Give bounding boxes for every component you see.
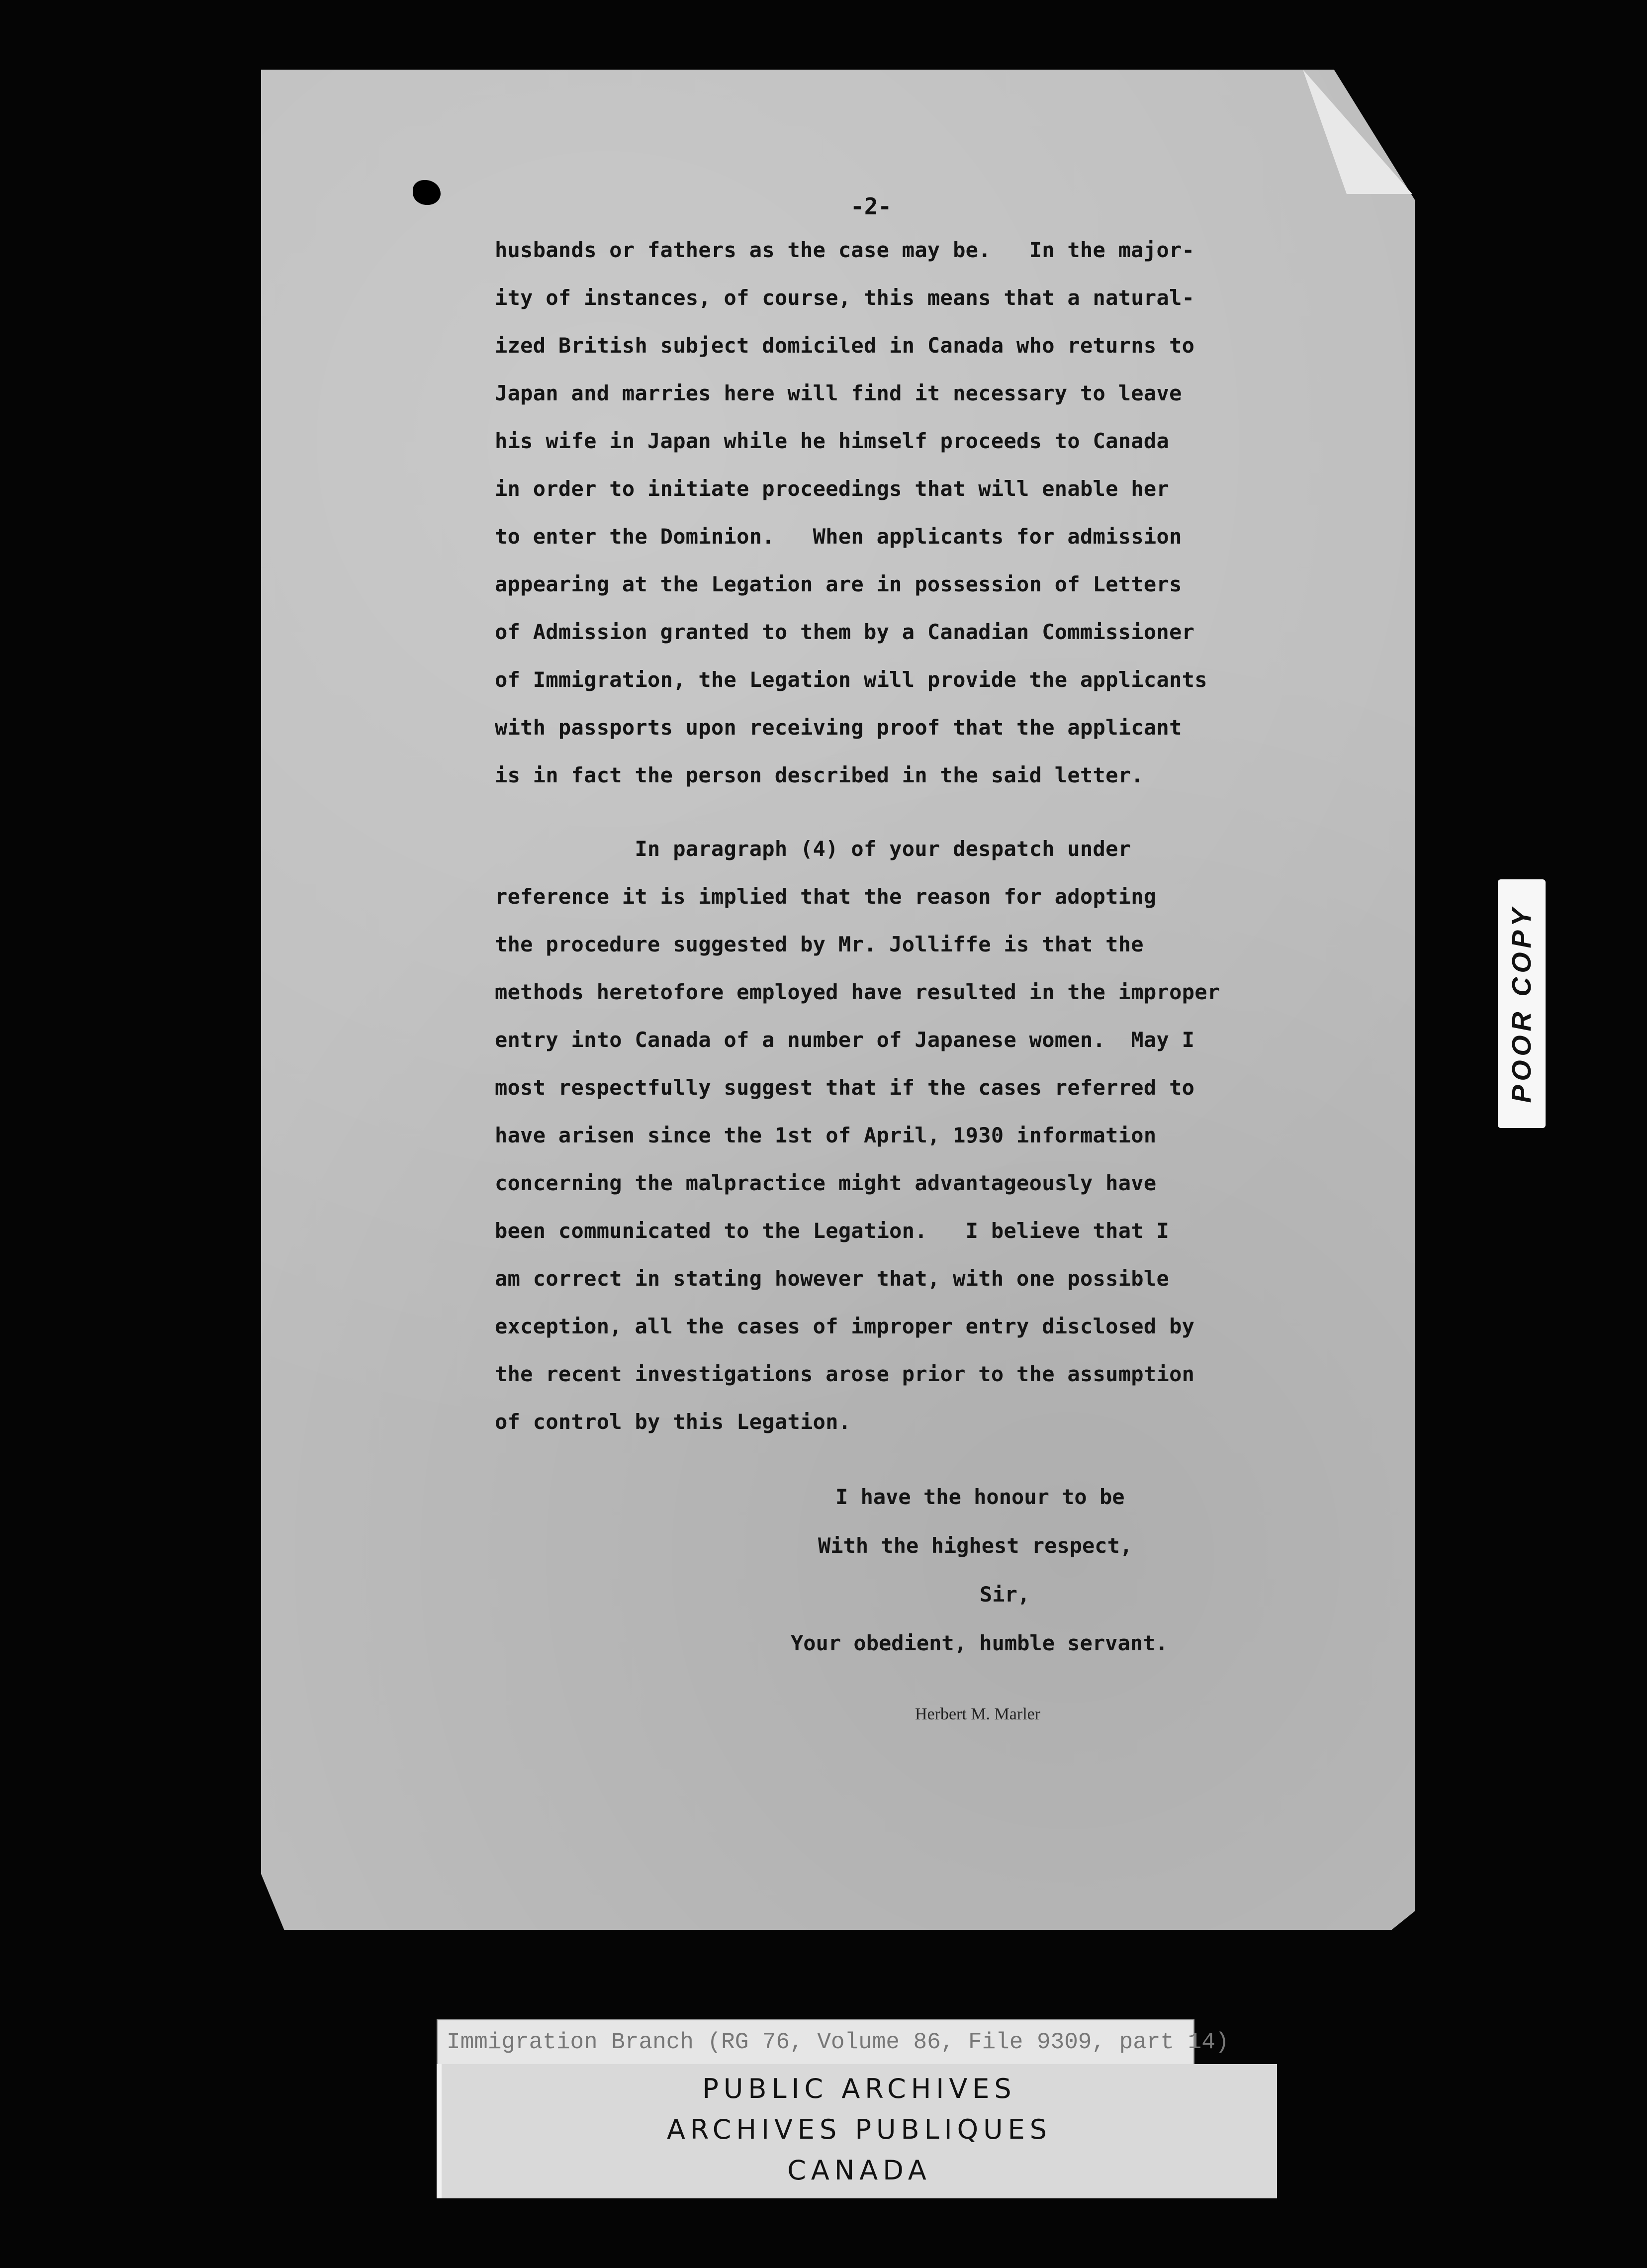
- body-line: In paragraph (4) of your despatch under: [495, 837, 1131, 861]
- body-line: am correct in stating however that, with one possible: [495, 1266, 1170, 1291]
- body-line: the recent investigations arose prior to the assumption: [495, 1362, 1195, 1386]
- body-line: of control by this Legation.: [495, 1410, 851, 1434]
- body-line: concerning the malpractice might advantageously have: [495, 1171, 1157, 1195]
- poor-copy-stamp: [1498, 879, 1546, 1128]
- archive-line: PUBLIC ARCHIVES: [702, 2073, 1016, 2104]
- body-line: appearing at the Legation are in possession of Letters: [495, 572, 1182, 596]
- body-line: ity of instances, of course, this means that a natural-: [495, 285, 1195, 310]
- signature: Herbert M. Marler: [915, 1705, 1041, 1723]
- body-line: in order to initiate proceedings that will enable her: [495, 476, 1170, 501]
- closing-line: With the highest respect,: [818, 1533, 1133, 1558]
- body-line: been communicated to the Legation. I believe that I: [495, 1219, 1170, 1243]
- stamp-text: POOR COPY: [1507, 904, 1537, 1103]
- body-line: ized British subject domiciled in Canada who returns to: [495, 333, 1195, 358]
- body-line: with passports upon receiving proof that the applicant: [495, 715, 1182, 740]
- body-line: of Immigration, the Legation will provide the applicants: [495, 667, 1207, 692]
- archive-line: ARCHIVES PUBLIQUES: [666, 2114, 1052, 2145]
- body-line: to enter the Dominion. When applicants for admission: [495, 524, 1182, 549]
- body-line: have arisen since the 1st of April, 1930 information: [495, 1123, 1157, 1147]
- body-line: his wife in Japan while he himself proceeds to Canada: [495, 429, 1170, 453]
- body-line: methods heretofore employed have resulted in the improper: [495, 980, 1220, 1004]
- body-line: Japan and marries here will find it necessary to leave: [495, 381, 1182, 405]
- body-line: is in fact the person described in the said letter.: [495, 763, 1144, 787]
- body-line: most respectfully suggest that if the cases referred to: [495, 1075, 1195, 1100]
- body-line: of Admission granted to them by a Canadian Commissioner: [495, 620, 1195, 644]
- page-number: -2-: [850, 193, 892, 220]
- archive-card: [437, 2064, 1277, 2198]
- closing-line: I have the honour to be: [835, 1485, 1125, 1509]
- archive-reference: Immigration Branch (RG 76, Volume 86, File 9309, part 14): [447, 2029, 1229, 2055]
- body-line: reference it is implied that the reason for adopting: [495, 884, 1157, 909]
- body-line: husbands or fathers as the case may be. In the major-: [495, 238, 1195, 262]
- closing-line: Your obedient, humble servant.: [791, 1631, 1168, 1655]
- archive-reference-label: [437, 2019, 1229, 2066]
- body-line: entry into Canada of a number of Japanese women. May I: [495, 1028, 1195, 1052]
- body-line: the procedure suggested by Mr. Jolliffe is that the: [495, 932, 1144, 956]
- body-line: exception, all the cases of improper entry disclosed by: [495, 1314, 1195, 1338]
- closing-line: Sir,: [980, 1582, 1030, 1606]
- archive-line: CANADA: [787, 2155, 931, 2186]
